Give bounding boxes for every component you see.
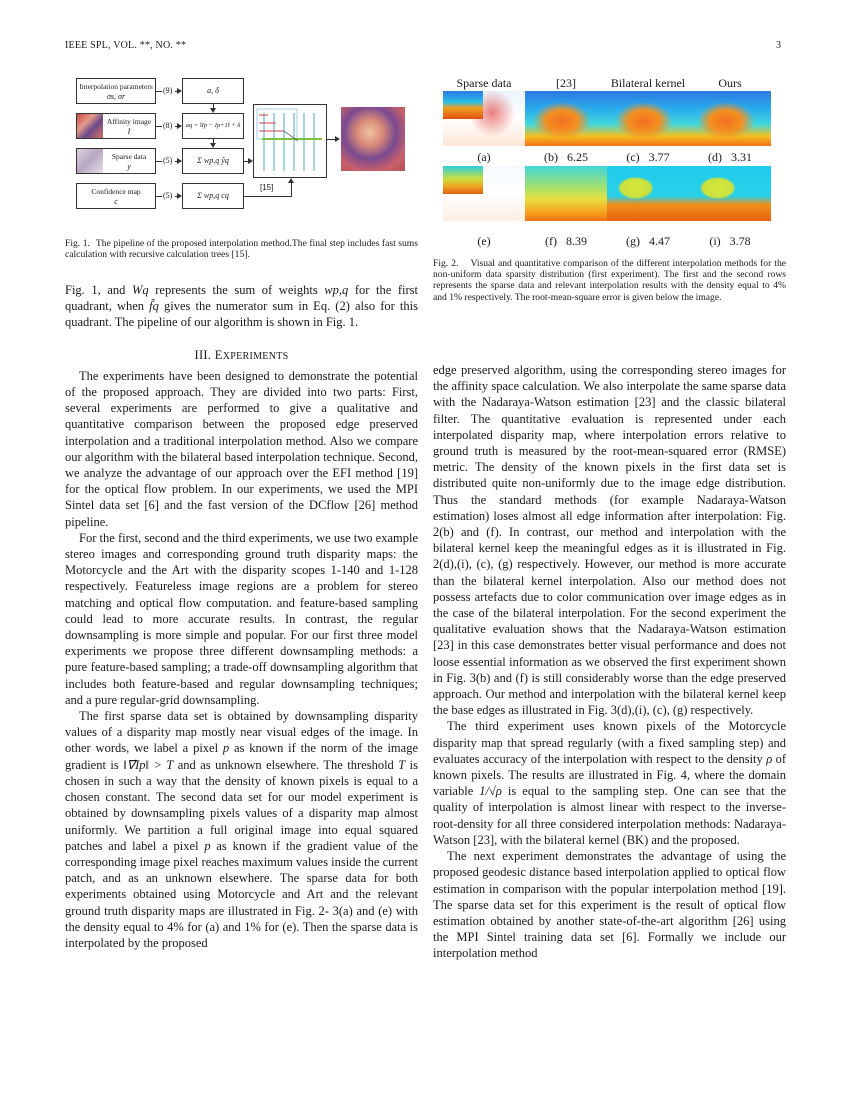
input-box-interpolation-parameters (76, 78, 156, 104)
caption-text: Visual and quantitative comparison of the different interpolation methods for the non-uniform data sparsity distribution (first experiment). The first and the second rows represents the sparse data and relevant interpolation results with the density equal to 4% and 1% respectively. The root-mean-square error is given below the image. (433, 258, 787, 303)
box-symbol: σs, σr (106, 92, 126, 101)
math-inline: ρ (766, 751, 773, 766)
tree-reference-label: [15] (260, 183, 274, 192)
input-box-affinity-image (76, 113, 156, 139)
inset-ground-truth (443, 91, 483, 119)
rmse-value: 3.78 (729, 234, 751, 248)
subfigure-tag: (d) (708, 150, 722, 164)
lena-thumbnail (77, 114, 103, 138)
paragraph: edge preserved algorithm, using the corresponding stereo images for the affinity space calculation. We also interpolate the same sparse data with the Nadaraya-Watson estimation [23] and the classic bilateral filter. The quantitative evaluation is represented under each interpolated disparity map, where interpolation errors relative to ground truth is measured by the root-mean-squared error (RMSE) metric. The density of the known pixels in the first data set is distributed quite non-uniformly due to the image edge distribution. Thus the standard methods (for example Nadaraya-Watson estimation) loses almost all edge information after interpolation: Fig. 2(b) and (f). In contrast, our method and interpolation with the bilateral kernel keep the meaningful edges as it is illustrated in Fig. 2(d),(i), (c), (g) respectively. However, our method is more accurate than the bilateral kernel interpolation. Also our method does not possess artefacts due to color communication over image edges as in the case of the bilateral interpolation. For the second experiment the qualitative evaluation shows that the Nadaraya-Watson estimation [23] in this case demonstrates better visual performance and does not loose essential information as we observed the first experiment shown in Fig. 3(b) and (f) is still considerably worse than the edge preserved approach. Our method and interpolation with the bilateral kernel keep the base edges as illustrated in Fig. 3(d),(i), (c), (g) respectively. (433, 363, 786, 718)
input-box-confidence-map (76, 183, 156, 209)
column-header-ours: Ours (718, 76, 742, 90)
connector (156, 161, 162, 162)
section-heading (65, 347, 418, 365)
rmse-value: 3.31 (731, 150, 752, 164)
text-run: represents the sum of weights (148, 283, 325, 297)
math-inline: T (398, 757, 406, 772)
edge-label: (8) (163, 121, 173, 130)
subfigure-label (607, 234, 689, 249)
text-run: of known pixels. The results are illustrated in Fig. 4, where the domain variable (433, 751, 786, 799)
rmse-value: 3.77 (648, 150, 670, 164)
figure-number: Fig. 1. (65, 238, 90, 249)
rmse-value: 6.25 (567, 150, 588, 164)
subfigure-tag: (e) (477, 234, 491, 248)
text-run: The third experiment uses known pixels of the Motorcycle disparity map that spread regularly (with a fixed sampling step) and evaluates accuracy of the interpolation with respect to the density (433, 719, 786, 766)
formula-box-affinity: aq = ‖Ip − Ip+1‖ + δ (182, 113, 244, 139)
figure-number: Fig. 2. (433, 258, 459, 269)
box-symbol: c (114, 197, 118, 206)
caption-text: The pipeline of the proposed interpolation method.The final step includes fast sums calculation with recursive calculation trees [15]. (65, 238, 418, 261)
subfigure-tag: (c) (626, 150, 640, 164)
text-run: is equal to the sampling step. One can see that the quality of interpolation is almost linear with respect to the inverse-root-density for all three considered interpolation methods: Nadaraya-Watson [23], with the bilateral kernel (BK) and the proposed. (433, 784, 786, 847)
figure-1-caption (65, 238, 418, 260)
edge-label: (5) (163, 191, 173, 200)
math-inline: p (204, 838, 211, 853)
recursive-tree-diagram (253, 104, 327, 178)
paragraph (433, 718, 786, 848)
paragraph: The experiments have been designed to demonstrate the potential of the proposed approach. They are divided into two parts: First, several experiments are performed to give a qualitative and quantitative comparison between the proposed edge preserved interpolation and a traditional interpolation method. Also we compare our algorithm with the bilateral based interpolation technique. Second, we analyze the advantage of our approach over the EFI method [19] for the optical flow problem. In our experiments, we used the MPI Sintel data set [6] and the fast version of the DCflow [26] method pipeline. (65, 368, 418, 529)
input-box-sparse-data (76, 148, 156, 174)
image-art-ours (689, 166, 771, 221)
subfigure-label (607, 150, 689, 165)
subfigure-tag: (f) (545, 234, 557, 248)
subfigure-label (689, 234, 771, 249)
image-motorcycle-ours (689, 91, 771, 146)
figure-2-caption (433, 258, 786, 303)
left-column (65, 282, 418, 951)
text-run: is chosen in such a way that the density of known pixels is equal to a chosen constant. The second data set for our model experiment is obtained by downsampling pixels values of a disparity map almost uniformly. We partition a full original image into equal squared patches and label a pixel (65, 757, 419, 853)
math-inline: 1/√ρ (479, 784, 502, 799)
section-title-rest: XPERIMENTS (222, 350, 289, 362)
connector (244, 196, 291, 197)
edge-label: (5) (163, 156, 173, 165)
text-run: The first sparse data set is obtained by downsampling disparity values of a disparity map mostly near visual edges of the image. In other words, we label a pixel (65, 709, 418, 756)
math-inline: wp,q (324, 283, 349, 297)
sparse-data-thumbnail (77, 149, 103, 173)
text-run: as known if the norm of the image gradient is (65, 741, 418, 772)
inset-ground-truth (443, 166, 483, 194)
column-header-bilateral-kernel: Bilateral kernel (610, 76, 686, 90)
image-art-bilateral (607, 166, 689, 221)
subfigure-tag: (i) (709, 234, 721, 248)
rmse-value: 8.39 (566, 234, 587, 248)
subfigure-label (525, 234, 607, 249)
image-motorcycle-nadaraya-watson (525, 91, 607, 146)
output-image-lena (341, 107, 405, 171)
text-run: for the first quadrant, when (65, 283, 418, 314)
arrow-down-icon (210, 108, 216, 113)
formula-box-sparse-sum: Σ wp,q ŷq (182, 148, 244, 174)
box-symbol: I (127, 127, 131, 136)
running-head: IEEE SPL, VOL. **, NO. ** (65, 40, 187, 51)
math-inline: f̃q (149, 299, 159, 314)
image-motorcycle-bilateral (607, 91, 689, 146)
intro-paragraph (65, 282, 418, 331)
arrow-right-icon (335, 136, 340, 142)
text-run: and as unknown elsewhere. The threshold (173, 757, 399, 772)
formula-box-confidence-sum: Σ wp,q cq (182, 183, 244, 209)
arrow-down-icon (210, 143, 216, 148)
box-label: Sparse data (111, 152, 147, 161)
connector (156, 196, 162, 197)
figure-1-pipeline-diagram (76, 78, 426, 213)
box-label: Interpolation parameters (79, 82, 153, 91)
text-run: Fig. 1, and (65, 283, 132, 297)
paragraph: For the first, second and the third experiments, we use two example stereo images and corresponding ground truth disparity maps: the Motorcycle and the Art with the disparity scopes 1-140 and 1-128 respectively. Featureless image regions are a problem for stereo matching and optical flow computation. and feature-based sampling could lead to more accurate results. In contrast, the regular downsampling is more simple and popular. For our first three model experiments we propose three different downsampling methods: a pure feature-based sampling; a trade-off downsampling algorithm that includes both feature-based and regular downsampling techniques; and a pure regular-grid downsampling. (65, 530, 418, 707)
image-art-nadaraya-watson (525, 166, 607, 221)
subfigure-label (525, 150, 607, 165)
formula-box-params: a, δ (182, 78, 244, 104)
paragraph: The next experiment demonstrates the advantage of using the proposed geodesic distance based interpolation applied to optical flow estimation in comparison with the popular interpolation method [19]. The sparse data set for this experiment is the result of optical flow estimation obtained by another state-of-the-art algorithm [26] using the MPI Sintel training data set [6]. Formally we include our interpolation method (433, 849, 786, 961)
edge-label: (9) (163, 86, 173, 95)
subfigure-label (689, 150, 771, 165)
box-symbol: y (127, 162, 131, 171)
connector (156, 126, 162, 127)
tree-graph-icon (254, 105, 326, 177)
text-run: gives the numerator sum in Eq. (2) also for this quadrant. The pipeline of our algorithm is shown in Fig. 1. (65, 299, 418, 330)
math-inline: Wq (132, 283, 149, 297)
column-header-nadaraya-watson: [23] (556, 76, 576, 90)
math-inline: ‖∇⃗Ip‖ > T (123, 757, 174, 772)
section-title-initial: E (214, 347, 223, 362)
column-header-sparse-data: Sparse data (456, 76, 512, 90)
rmse-value: 4.47 (649, 234, 670, 248)
subfigure-tag: (g) (626, 234, 640, 248)
connector (291, 182, 292, 197)
subfigure-tag: (a) (477, 150, 491, 164)
image-motorcycle-sparse (443, 91, 525, 146)
page-number: 3 (776, 40, 781, 51)
section-number: III. (194, 347, 212, 362)
box-label: Affinity image (106, 117, 152, 126)
subfigure-tag: (b) (544, 150, 558, 164)
connector (156, 91, 162, 92)
box-label: Confidence map (91, 187, 141, 196)
subfigure-label (443, 150, 525, 165)
right-column (433, 362, 786, 962)
text-run: as known if the gradient value of the corresponding image pixel reaches maximum values inside the current patch, and as an unknown elsewhere. The sparse data for both experiments obtained using Motorcycle and Art and the relevant ground truth disparity maps are illustrated in Fig. 2- 3(a) and (e) with the density equal to 4% for (a) and 1% for (e). Then the sparse data is interpolated by the proposed (65, 838, 418, 950)
subfigure-label (443, 234, 525, 249)
paragraph (65, 708, 418, 951)
math-inline: p (222, 741, 230, 756)
image-art-sparse (443, 166, 525, 221)
